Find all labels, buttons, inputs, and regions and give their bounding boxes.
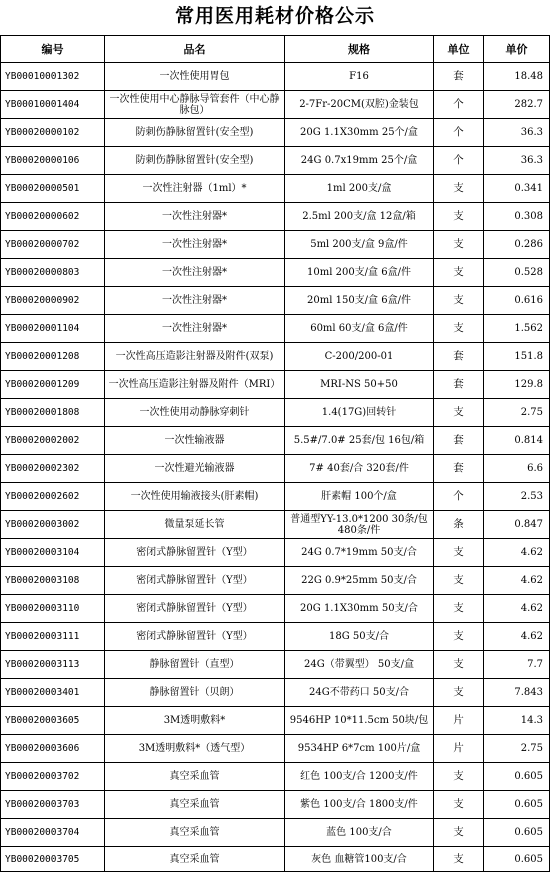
table-row [1,371,550,399]
unit-cell: 支 [434,231,484,259]
spec-cell: 18G 50支/合 [285,623,434,651]
spec-cell: 22G 0.9*25mm 50支/合 [285,567,434,595]
table-row [1,679,550,707]
spec-cell: 5.5#/7.0# 25套/包 16包/箱 [285,427,434,455]
unit-cell: 支 [434,539,484,567]
spec-cell: 24G（带翼型） 50支/盒 [285,651,434,679]
table-row [1,175,550,203]
price-cell: 18.48 [484,63,550,91]
unit-cell: 支 [434,315,484,343]
unit-cell: 支 [434,651,484,679]
header-code: 编号 [1,36,105,63]
unit-cell: 个 [434,91,484,119]
spec-cell: 紫色 100支/合 1800支/件 [285,791,434,819]
table-row [1,147,550,175]
spec-cell: 7# 40套/合 320套/件 [285,455,434,483]
name-cell: 一次性注射器* [105,315,285,343]
unit-cell: 片 [434,735,484,763]
spec-cell: 10ml 200支/盒 6盒/件 [285,259,434,287]
code-cell: YB00020001104 [1,315,105,343]
spec-cell: 普通型YY-13.0*1200 30条/包 480条/件 [285,511,434,539]
table-row [1,399,550,427]
spec-cell: 9546HP 10*11.5cm 50块/包 [285,707,434,735]
price-cell: 36.3 [484,147,550,175]
name-cell: 密闭式静脉留置针（Y型） [105,567,285,595]
unit-cell: 个 [434,119,484,147]
unit-cell: 支 [434,679,484,707]
unit-cell: 支 [434,623,484,651]
code-cell: YB00020003705 [1,847,105,872]
page-title: 常用医用耗材价格公示 [174,5,375,27]
spec-cell: 24G 0.7x19mm 25个/盒 [285,147,434,175]
spec-cell: 灰色 血糖管100支/合 [285,847,434,872]
table-row [1,343,550,371]
code-cell: YB00020003104 [1,539,105,567]
unit-cell: 套 [434,455,484,483]
table-row [1,455,550,483]
name-cell: 一次性注射器* [105,203,285,231]
price-cell: 0.605 [484,847,550,872]
name-cell: 一次性高压造影注射器及附件(双泵) [105,343,285,371]
unit-cell: 支 [434,791,484,819]
price-cell: 0.528 [484,259,550,287]
code-cell: YB00020000902 [1,287,105,315]
price-cell: 4.62 [484,623,550,651]
header-name: 品名 [105,36,285,63]
price-cell: 14.3 [484,707,550,735]
code-cell: YB00020000501 [1,175,105,203]
price-cell: 2.75 [484,399,550,427]
code-cell: YB00020000702 [1,231,105,259]
table-row [1,231,550,259]
name-cell: 真空采血管 [105,819,285,847]
code-cell: YB00020003605 [1,707,105,735]
code-cell: YB00020003703 [1,791,105,819]
spec-cell: 20G 1.1X30mm 25个/盒 [285,119,434,147]
spec-cell: MRI-NS 50+50 [285,371,434,399]
price-cell: 36.3 [484,119,550,147]
name-cell: 一次性使用中心静脉导管套件（中心静脉包） [105,91,285,119]
unit-cell: 套 [434,371,484,399]
name-cell: 静脉留置针（直型） [105,651,285,679]
code-cell: YB00020002602 [1,483,105,511]
name-cell: 真空采血管 [105,847,285,872]
spec-cell: 蓝色 100支/合 [285,819,434,847]
unit-cell: 支 [434,259,484,287]
code-cell: YB00020003113 [1,651,105,679]
spec-cell: 2.5ml 200支/盒 12盒/箱 [285,203,434,231]
name-cell: 真空采血管 [105,763,285,791]
header-unit: 单位 [434,36,484,63]
spec-cell: 红色 100支/合 1200支/件 [285,763,434,791]
table-row [1,511,550,539]
table-row [1,791,550,819]
unit-cell: 个 [434,483,484,511]
unit-cell: 支 [434,595,484,623]
table-row [1,287,550,315]
table-row [1,623,550,651]
price-cell: 0.341 [484,175,550,203]
spec-cell: 9534HP 6*7cm 100片/盒 [285,735,434,763]
unit-cell: 套 [434,63,484,91]
name-cell: 防刺伤静脉留置针(安全型) [105,119,285,147]
price-cell: 2.75 [484,735,550,763]
unit-cell: 支 [434,763,484,791]
table-header-row [1,36,550,63]
name-cell: 密闭式静脉留置针（Y型） [105,595,285,623]
name-cell: 一次性避光输液器 [105,455,285,483]
price-cell: 4.62 [484,567,550,595]
table-row [1,119,550,147]
table-row [1,91,550,119]
spec-cell: 肝素帽 100个/盒 [285,483,434,511]
spec-cell: 1.4(17G)回转针 [285,399,434,427]
code-cell: YB00020003110 [1,595,105,623]
code-cell: YB00020002002 [1,427,105,455]
price-cell: 0.605 [484,819,550,847]
spec-cell: 2-7Fr-20CM(双腔)金装包 [285,91,434,119]
spec-cell: 24G 0.7*19mm 50支/合 [285,539,434,567]
name-cell: 一次性注射器（1ml）* [105,175,285,203]
unit-cell: 套 [434,343,484,371]
name-cell: 一次性输液器 [105,427,285,455]
code-cell: YB00020000102 [1,119,105,147]
unit-cell: 个 [434,147,484,175]
table-row [1,819,550,847]
price-cell: 0.605 [484,791,550,819]
price-cell: 129.8 [484,371,550,399]
code-cell: YB00020003002 [1,511,105,539]
name-cell: 3M透明敷料* [105,707,285,735]
table-row [1,763,550,791]
code-cell: YB00020003401 [1,679,105,707]
price-cell: 0.286 [484,231,550,259]
table-row [1,259,550,287]
name-cell: 3M透明敷料*（透气型） [105,735,285,763]
price-cell: 4.62 [484,539,550,567]
header-spec: 规格 [285,36,434,63]
name-cell: 一次性注射器* [105,287,285,315]
table-row [1,567,550,595]
name-cell: 一次性高压造影注射器及附件（MRI） [105,371,285,399]
name-cell: 微量泵延长管 [105,511,285,539]
table-body [1,63,550,872]
code-cell: YB00020002302 [1,455,105,483]
code-cell: YB00020001209 [1,371,105,399]
spec-cell: 20G 1.1X30mm 50支/合 [285,595,434,623]
unit-cell: 支 [434,819,484,847]
table-row [1,707,550,735]
name-cell: 密闭式静脉留置针（Y型） [105,623,285,651]
unit-cell: 支 [434,567,484,595]
unit-cell: 片 [434,707,484,735]
spec-cell: 5ml 200支/盒 9盒/件 [285,231,434,259]
price-cell: 0.814 [484,427,550,455]
name-cell: 真空采血管 [105,791,285,819]
name-cell: 一次性注射器* [105,231,285,259]
table-row [1,735,550,763]
price-table [0,35,550,872]
spec-cell: 1ml 200支/盒 [285,175,434,203]
code-cell: YB00020003606 [1,735,105,763]
name-cell: 一次性使用输液接头(肝素帽) [105,483,285,511]
code-cell: YB00020001208 [1,343,105,371]
code-cell: YB00020003111 [1,623,105,651]
code-cell: YB00020003108 [1,567,105,595]
table-row [1,595,550,623]
code-cell: YB00020001808 [1,399,105,427]
spec-cell: 24G不带药口 50支/合 [285,679,434,707]
price-cell: 6.6 [484,455,550,483]
table-row [1,539,550,567]
name-cell: 一次性注射器* [105,259,285,287]
code-cell: YB00010001404 [1,91,105,119]
code-cell: YB00020003704 [1,819,105,847]
price-cell: 7.7 [484,651,550,679]
price-cell: 1.562 [484,315,550,343]
table-row [1,483,550,511]
spec-cell: F16 [285,63,434,91]
code-cell: YB00020000602 [1,203,105,231]
name-cell: 一次性使用胃包 [105,63,285,91]
unit-cell: 支 [434,847,484,872]
table-row [1,651,550,679]
unit-cell: 支 [434,175,484,203]
table-row [1,315,550,343]
unit-cell: 支 [434,203,484,231]
price-cell: 0.308 [484,203,550,231]
price-cell: 0.605 [484,763,550,791]
unit-cell: 条 [434,511,484,539]
price-cell: 0.616 [484,287,550,315]
price-cell: 0.847 [484,511,550,539]
price-cell: 151.8 [484,343,550,371]
price-cell: 2.53 [484,483,550,511]
price-cell: 282.7 [484,91,550,119]
spec-cell: 60ml 60支/盒 6盒/件 [285,315,434,343]
name-cell: 防刺伤静脉留置针(安全型) [105,147,285,175]
spec-cell: C-200/200-01 [285,343,434,371]
code-cell: YB00010001302 [1,63,105,91]
table-row [1,203,550,231]
header-price: 单价 [484,36,550,63]
spec-cell: 20ml 150支/盒 6盒/件 [285,287,434,315]
code-cell: YB00020000803 [1,259,105,287]
code-cell: YB00020000106 [1,147,105,175]
name-cell: 密闭式静脉留置针（Y型） [105,539,285,567]
price-cell: 7.843 [484,679,550,707]
unit-cell: 支 [434,287,484,315]
name-cell: 静脉留置针（贝朗） [105,679,285,707]
price-cell: 4.62 [484,595,550,623]
unit-cell: 支 [434,399,484,427]
table-row [1,63,550,91]
table-row [1,847,550,872]
table-row [1,427,550,455]
code-cell: YB00020003702 [1,763,105,791]
name-cell: 一次性使用动静脉穿刺针 [105,399,285,427]
unit-cell: 套 [434,427,484,455]
